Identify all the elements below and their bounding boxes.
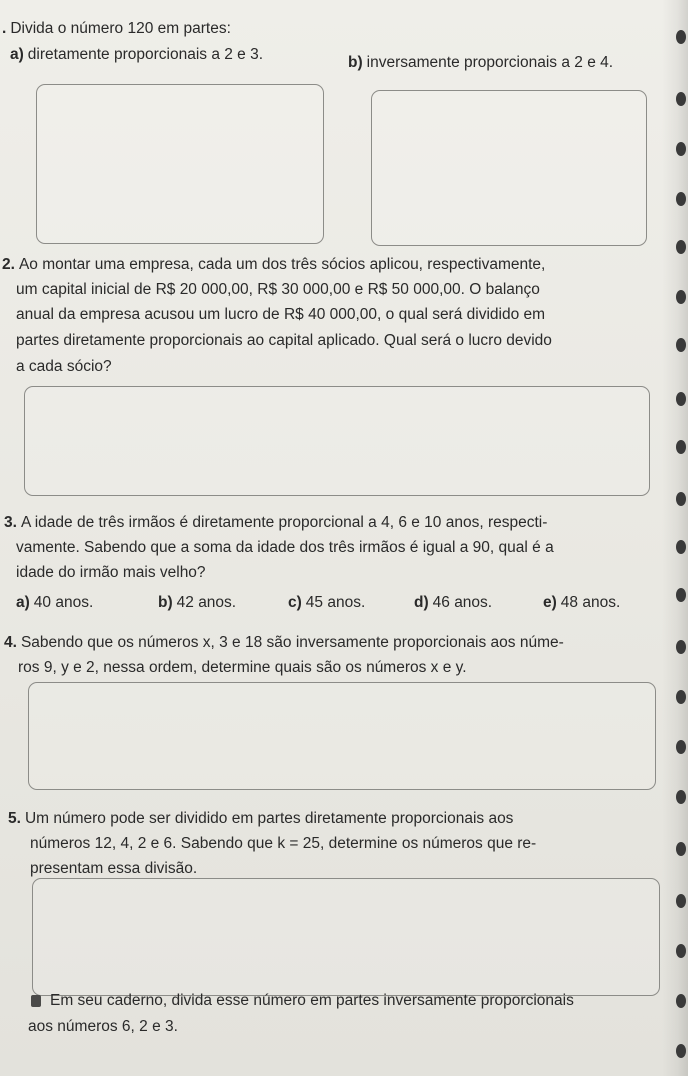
binding-hole	[676, 92, 686, 106]
binding-hole	[676, 290, 686, 304]
option-e[interactable]: e) 48 anos.	[543, 594, 621, 611]
question-5-number: 5.	[8, 810, 21, 827]
question-2-line-4: partes diretamente proporcionais ao capital aplicado. Qual será o lucro devido	[16, 332, 552, 349]
binding-hole	[676, 842, 686, 856]
binding-hole	[676, 392, 686, 406]
binding-hole	[676, 192, 686, 206]
question-1b-text: inversamente proporcionais a 2 e 4.	[366, 54, 614, 71]
question-5-line-2: números 12, 4, 2 e 6. Sabendo que k = 25, determine os números que re-	[30, 835, 537, 852]
question-6-line-1: Em seu caderno, divida esse número em partes inversamente proporcionais	[50, 992, 574, 1009]
question-1-prompt	[2, 18, 231, 40]
question-2-line-2: um capital inicial de R$ 20 000,00, R$ 30 000,00 e R$ 50 000,00. O balanço	[16, 281, 540, 298]
binding-hole	[676, 894, 686, 908]
page-edge-shadow	[662, 0, 688, 1076]
binding-hole	[676, 588, 686, 602]
binding-hole	[676, 790, 686, 804]
question-2-line-1: 2. Ao montar uma empresa, cada um dos três sócios aplicou, respectivamente,	[2, 256, 546, 273]
option-a[interactable]: a) 40 anos.	[16, 594, 94, 611]
option-c[interactable]: c) 45 anos.	[288, 594, 366, 611]
binding-hole	[676, 540, 686, 554]
binding-hole	[676, 492, 686, 506]
question-3-number: 3.	[4, 514, 17, 531]
question-5-line-1: 5. Um número pode ser dividido em partes diretamente proporcionais aos	[8, 810, 514, 827]
question-1-text: Divida o número 120 em partes:	[10, 20, 231, 37]
option-d[interactable]: d) 46 anos.	[414, 594, 493, 611]
answer-box-5[interactable]	[32, 878, 660, 996]
question-3-line-2: vamente. Sabendo que a soma da idade dos três irmãos é igual a 90, qual é a	[16, 539, 554, 556]
question-4-line-1: 4. Sabendo que os números x, 3 e 18 são inversamente proporcionais aos núme-	[4, 634, 564, 651]
answer-box-4[interactable]	[28, 682, 656, 790]
answer-box-1a[interactable]	[36, 84, 324, 244]
question-1b-label: b)	[348, 54, 363, 71]
question-2-line-3: anual da empresa acusou um lucro de R$ 40 000,00, o qual será dividido em	[16, 306, 546, 323]
binding-hole	[676, 142, 686, 156]
binding-hole	[676, 338, 686, 352]
binding-hole	[676, 944, 686, 958]
question-2-line-5: a cada sócio?	[16, 358, 112, 375]
answer-box-2[interactable]	[24, 386, 650, 496]
binding-hole	[676, 740, 686, 754]
question-2-number: 2.	[2, 256, 15, 273]
question-1b	[348, 52, 613, 74]
question-6-line-2: aos números 6, 2 e 3.	[28, 1018, 178, 1035]
question-1-number: .	[2, 20, 7, 37]
question-6-marker	[31, 995, 41, 1007]
answer-box-1b[interactable]	[371, 90, 647, 246]
binding-hole	[676, 994, 686, 1008]
binding-hole	[676, 1044, 686, 1058]
binding-hole	[676, 440, 686, 454]
question-1a-text: diretamente proporcionais a 2 e 3.	[27, 46, 264, 63]
binding-hole	[676, 690, 686, 704]
question-3-line-3: idade do irmão mais velho?	[16, 564, 206, 581]
question-1a	[10, 44, 263, 66]
question-1a-label: a)	[10, 46, 24, 63]
question-4-line-2: ros 9, y e 2, nessa ordem, determine quais são os números x e y.	[18, 659, 467, 676]
binding-hole	[676, 640, 686, 654]
binding-hole	[676, 240, 686, 254]
option-b[interactable]: b) 42 anos.	[158, 594, 237, 611]
question-4-number: 4.	[4, 634, 17, 651]
question-5-line-3: presentam essa divisão.	[30, 860, 198, 877]
question-3-line-1: 3. A idade de três irmãos é diretamente proporcional a 4, 6 e 10 anos, respecti-	[4, 514, 548, 531]
binding-hole	[676, 30, 686, 44]
